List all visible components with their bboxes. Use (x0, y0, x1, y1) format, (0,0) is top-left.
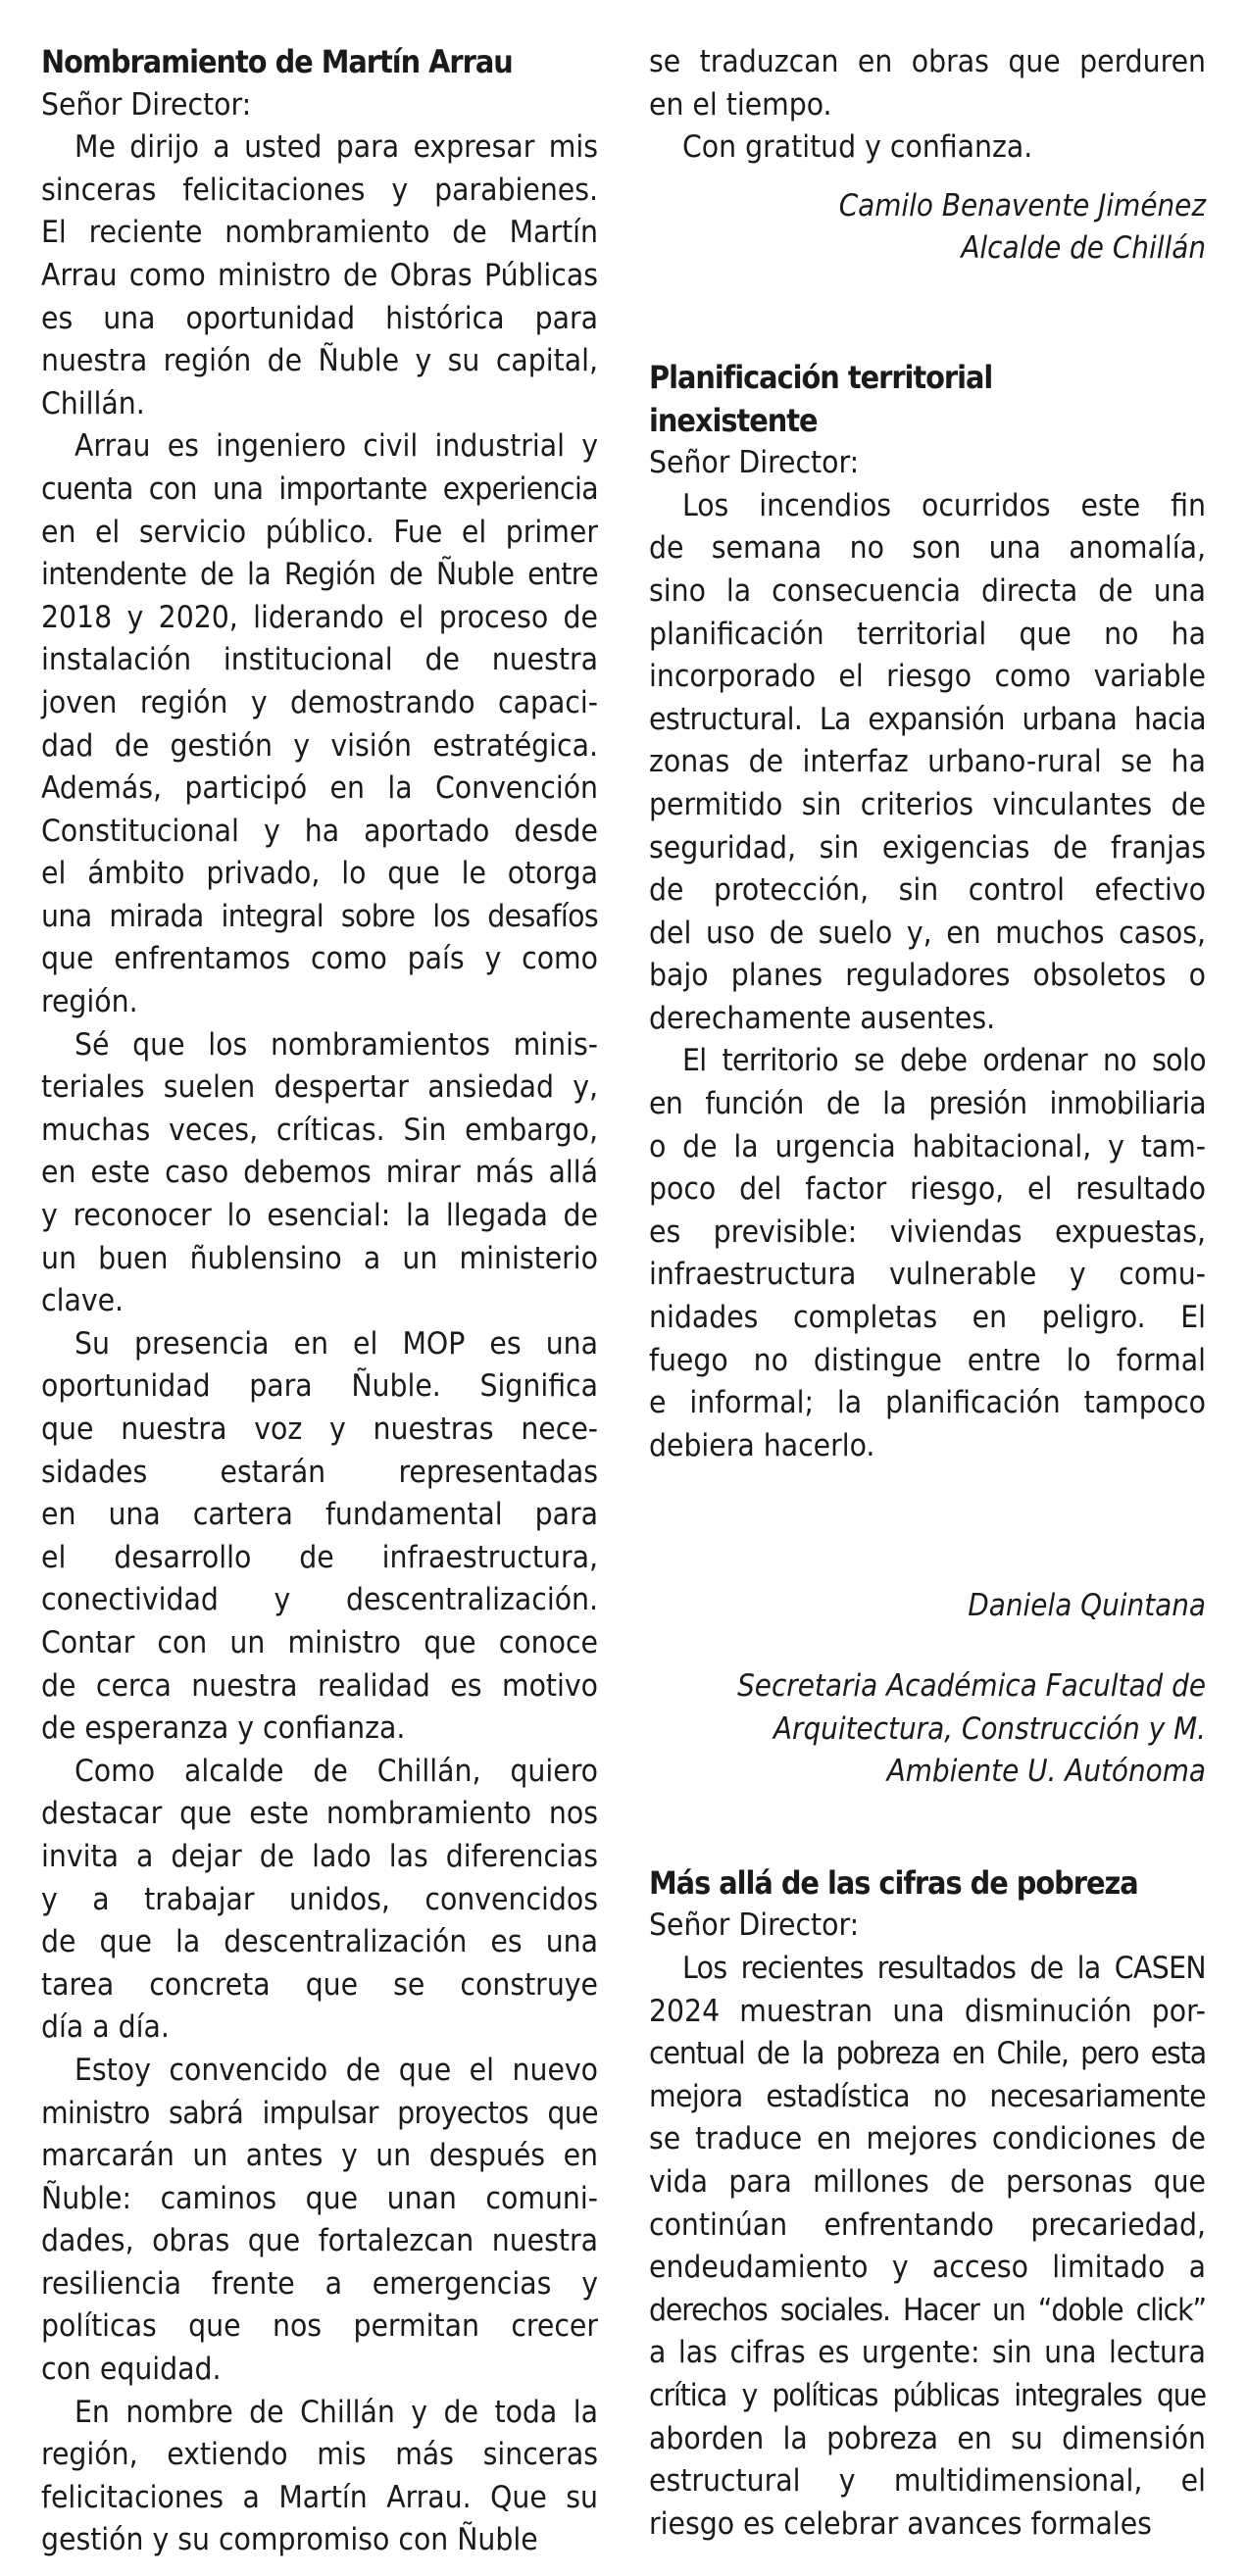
letter-title: Nombramiento de Martín Arrau (41, 43, 513, 80)
body-line: clave. (41, 1283, 125, 1319)
body-line: vida para millones de personas que (649, 2163, 1206, 2200)
body-line: destacar que este nombramiento nos (41, 1796, 598, 1832)
body-line: dad de gestión y visión estratégica. (41, 727, 598, 764)
letter-pobreza (649, 1862, 1206, 2547)
body-line: debiera hacerlo. (649, 1427, 875, 1463)
body-line: de cerca nuestra realidad es motivo (41, 1667, 598, 1704)
body-line: y a trabajar unidos, convencidos (41, 1881, 598, 1917)
body-line: invita a dejar de lado las diferencias (41, 1838, 598, 1874)
body-line: muchas veces, críticas. Sin embargo, (41, 1112, 598, 1148)
body-line: Chillán. (41, 385, 145, 421)
body-line: cuenta con una importante experiencia (41, 471, 598, 507)
salutation: Señor Director: (41, 86, 252, 123)
body-line: el ámbito privado, lo que le otorga (41, 856, 598, 892)
signature-name: Camilo Benavente Jiménez (838, 187, 1206, 223)
body-line: incorporado el riesgo como variable (649, 659, 1206, 695)
body-line: sidades estarán representadas (41, 1454, 598, 1490)
body-line: un buen ñublensino a un ministerio (41, 1240, 598, 1276)
body-line: una mirada integral sobre los desafíos (41, 898, 598, 934)
body-line: El reciente nombramiento de Martín (41, 215, 598, 251)
body-line: en una cartera fundamental para (41, 1497, 598, 1533)
body-line: se traduce en mejores condiciones de (649, 2121, 1206, 2157)
letter-body (41, 126, 598, 2562)
body-line: felicitaciones a Martín Arrau. Que su (41, 2479, 598, 2515)
body-line: a las cifras es urgente: sin una lectura (649, 2335, 1206, 2371)
body-line: joven región y demostrando capaci- (41, 684, 598, 720)
body-line: con equidad. (41, 2352, 222, 2388)
body-line: Arrau es ingeniero civil industrial y (75, 428, 598, 465)
body-line: permitido sin criterios vinculantes de (649, 786, 1206, 822)
letter-title: Más allá de las cifras de pobreza (649, 1863, 1138, 1902)
body-line: El territorio se debe ordenar no solo (682, 1043, 1206, 1079)
body-line: estructural. La expansión urbana hacia (649, 701, 1206, 737)
body-line: planificación territorial que no ha (649, 616, 1206, 652)
body-line: el desarrollo de infraestructura, (41, 1539, 598, 1575)
body-line: continúan enfrentando precariedad, (649, 2206, 1206, 2243)
body-line: Los incendios ocurridos este fin (682, 487, 1206, 523)
body-line: marcarán un antes y un después en (41, 2138, 598, 2174)
body-line: teriales suelen despertar ansiedad y, (41, 1069, 598, 1106)
body-line: sinceras felicitaciones y parabienes. (41, 172, 598, 208)
body-line: gestión y su compromiso con Ñuble (41, 2522, 538, 2558)
body-line: políticas que nos permitan crecer (41, 2308, 598, 2345)
body-line: nuestra región de Ñuble y su capital, (41, 343, 598, 379)
body-line: oportunidad para Ñuble. Significa (41, 1368, 598, 1405)
body-line: bajo planes reguladores obsoletos o (649, 958, 1206, 994)
body-line: región. (41, 984, 138, 1020)
body-line: en el servicio público. Fue el primer (41, 514, 598, 550)
body-line: Además, participó en la Convención (41, 770, 598, 807)
body-line: aborden la pobreza en su dimensión (649, 2420, 1206, 2456)
signature-role: Secretaria Académica Facultad de (737, 1668, 1206, 1704)
body-line: Me dirijo a usted para expresar mis (75, 129, 598, 166)
body-line: centual de la pobreza en Chile, pero esta (649, 2036, 1206, 2072)
body-line: 2018 y 2020, liderando el proceso de (41, 599, 598, 635)
body-line: es una oportunidad histórica para (41, 300, 598, 336)
body-line: Como alcalde de Chillán, quiero (75, 1753, 598, 1789)
letter-body (649, 1948, 1206, 2546)
body-line: sino la consecuencia directa de una (649, 572, 1206, 609)
body-line: que enfrentamos como país y como (41, 941, 598, 977)
body-line: riesgo es celebrar avances formales (649, 2505, 1152, 2542)
body-line: Los recientes resultados de la CASEN (682, 1950, 1206, 1986)
body-line: nidades completas en peligro. El (649, 1300, 1206, 1336)
right-column (649, 41, 1206, 2546)
body-line: instalación institucional de nuestra (41, 642, 598, 678)
body-line: que nuestra voz y nuestras nece- (41, 1412, 598, 1447)
body-line: conectividad y descentralización. (41, 1582, 598, 1618)
signature-name: Daniela Quintana (968, 1588, 1206, 1624)
body-line: de semana no son una anomalía, (649, 530, 1206, 567)
body-line: mejora estadística no necesariamente (649, 2078, 1206, 2114)
body-line: derechamente ausentes. (649, 1000, 996, 1036)
salutation: Señor Director: (649, 445, 860, 481)
body-line: se traduzcan en obras que perduren (649, 44, 1206, 79)
body-line: fuego no distingue entre lo formal (649, 1342, 1206, 1378)
body-line: derechos sociales. Hacer un “doble click” (649, 2292, 1206, 2328)
body-line: es previsible: viviendas expuestas, (649, 1214, 1206, 1250)
signature-role: Ambiente U. Autónoma (886, 1754, 1206, 1790)
body-line: Constitucional y ha aportado desde (41, 813, 598, 849)
body-line: endeudamiento y acceso limitado a (649, 2250, 1206, 2286)
body-line: infraestructura vulnerable y comu- (649, 1257, 1206, 1293)
body-line: Estoy convencido de que el nuevo (75, 2052, 598, 2088)
body-line: de esperanza y confianza. (41, 1710, 406, 1747)
letter-title: inexistente (649, 401, 818, 439)
body-line: en función de la presión inmobiliaria (649, 1086, 1206, 1122)
body-line: poco del factor riesgo, el resultado (649, 1171, 1206, 1208)
body-line: Contar con un ministro que conoce (41, 1624, 598, 1660)
body-line: en este caso debemos mirar más allá (41, 1155, 598, 1191)
body-line: e informal; la planificación tampoco (649, 1385, 1206, 1421)
letter-planificacion (649, 357, 1206, 1794)
signature-role: Arquitectura, Construcción y M. (773, 1710, 1206, 1747)
body-line: resiliencia frente a emergencias y (41, 2265, 598, 2302)
body-line: del uso de suelo y, en muchos casos, (649, 915, 1206, 951)
body-line: de que la descentralización es una (41, 1924, 598, 1960)
body-line: crítica y políticas públicas integrales que (649, 2377, 1206, 2413)
body-line: Su presencia en el MOP es una (75, 1325, 598, 1362)
body-line: En nombre de Chillán y de toda la (75, 2394, 598, 2430)
body-line: zonas de interfaz urbano-rural se ha (649, 744, 1206, 780)
body-line: día a día. (41, 2009, 170, 2046)
body-line: intendente de la Región de Ñuble entre (41, 557, 598, 593)
letter-body (649, 485, 1206, 1468)
body-line: región, extiendo mis más sinceras (41, 2437, 598, 2473)
body-line: tarea concreta que se construye (41, 1966, 598, 2003)
body-line: ministro sabrá impulsar proyectos que (41, 2095, 598, 2131)
body-line: en el tiempo. (649, 86, 832, 123)
letter-continuation (649, 41, 1206, 271)
body-line: y reconocer lo esencial: la llegada de (41, 1198, 598, 1234)
letter-title: Planificación territorial (649, 358, 993, 396)
salutation: Señor Director: (649, 1907, 860, 1944)
body-line: Sé que los nombramientos minis- (75, 1026, 598, 1063)
body-line: o de la urgencia habitacional, y tam- (649, 1128, 1206, 1164)
body-line: Arrau como ministro de Obras Públicas (41, 257, 598, 293)
body-line: dades, obras que fortalezcan nuestra (41, 2223, 598, 2259)
left-column (41, 41, 598, 2562)
body-line: 2024 muestran una disminución por- (649, 1993, 1206, 2029)
signature-role: Alcalde de Chillán (961, 230, 1206, 267)
body-line: Ñuble: caminos que unan comuni- (41, 2180, 598, 2216)
body-line: de protección, sin control efectivo (649, 872, 1206, 909)
body-line: estructural y multidimensional, el (649, 2463, 1206, 2500)
body-line: seguridad, sin exigencias de franjas (649, 829, 1206, 866)
closing-line: Con gratitud y confianza. (682, 129, 1033, 166)
